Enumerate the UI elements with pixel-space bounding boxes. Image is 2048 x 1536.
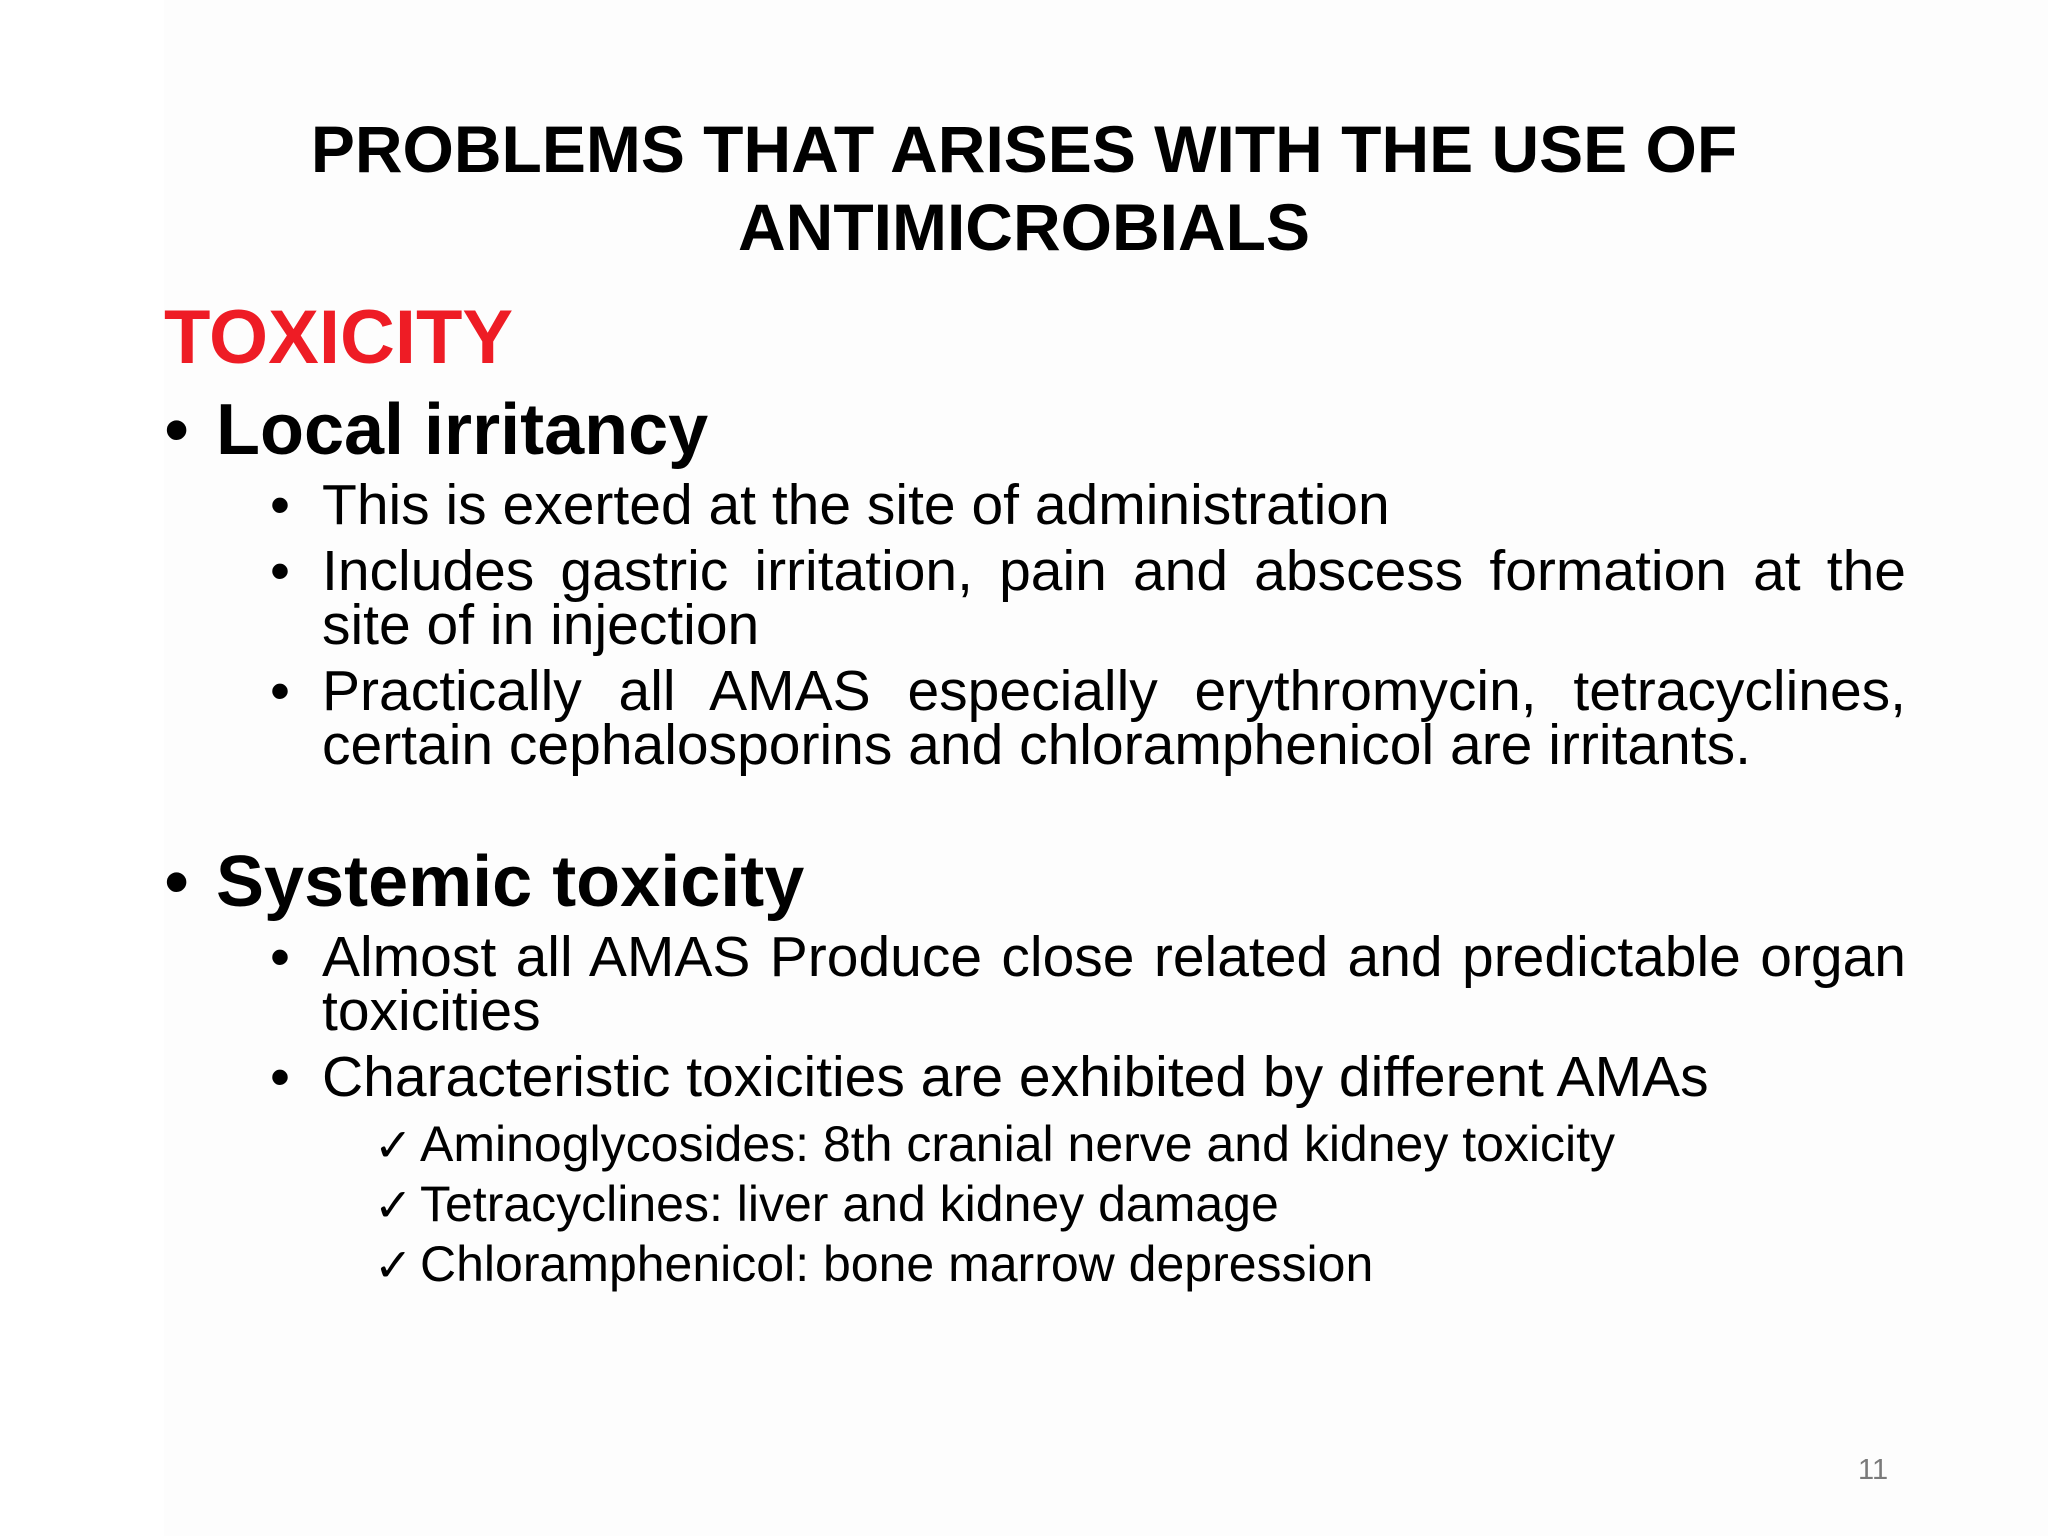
bullet-heading: Local irritancy [216, 390, 709, 470]
sub-bullet-text: Practically all AMAS especially erythromycin, tetracyclines, certain cephalosporins and chloramphenicol are irritants. [322, 659, 1906, 777]
page-number: 11 [1858, 1454, 1889, 1486]
checkmark-icon: ✓ [374, 1179, 413, 1231]
bullet-marker: • [270, 925, 290, 989]
sub-bullet-text: Includes gastric irritation, pain and abscess formation at the site of in injection [322, 539, 1906, 657]
check-item-text: Aminoglycosides: 8th cranial nerve and kidney toxicity [420, 1116, 1616, 1172]
checkmark-icon: ✓ [374, 1239, 413, 1291]
check-item-chloramphenicol [374, 1234, 1373, 1295]
bullet-systemic-toxicity [164, 842, 804, 922]
bullet-marker: • [164, 390, 190, 470]
sub-bullet-irritants [270, 659, 1906, 777]
check-item-text: Tetracyclines: liver and kidney damage [420, 1176, 1279, 1232]
sub-bullet-gastric-irritation [270, 539, 1906, 657]
bullet-heading: Systemic toxicity [216, 842, 805, 922]
slide-title [0, 110, 2048, 266]
bullet-local-irritancy [164, 390, 708, 470]
sub-bullet-text: Characteristic toxicities are exhibited by different AMAs [322, 1045, 1709, 1109]
slide-title-line-2: ANTIMICROBIALS [738, 190, 1310, 264]
sub-bullet-text: This is exerted at the site of administration [322, 473, 1390, 537]
bullet-marker: • [164, 842, 190, 922]
section-heading-toxicity: TOXICITY [164, 295, 514, 380]
sub-bullet-text: Almost all AMAS Produce close related and predictable organ toxicities [322, 925, 1906, 1043]
check-item-tetracyclines [374, 1174, 1279, 1235]
bullet-marker: • [270, 539, 290, 603]
slide-title-line-1: PROBLEMS THAT ARISES WITH THE USE OF [310, 112, 1738, 186]
bullet-marker: • [270, 659, 290, 723]
sub-bullet-site-of-administration [270, 473, 1906, 537]
check-item-text: Chloramphenicol: bone marrow depression [420, 1236, 1374, 1292]
bullet-marker: • [270, 1045, 290, 1109]
check-item-aminoglycosides [374, 1114, 1615, 1175]
sub-bullet-organ-toxicities [270, 925, 1906, 1043]
bullet-marker: • [270, 473, 290, 537]
sub-bullet-characteristic-toxicities [270, 1045, 1906, 1109]
checkmark-icon: ✓ [374, 1119, 413, 1171]
